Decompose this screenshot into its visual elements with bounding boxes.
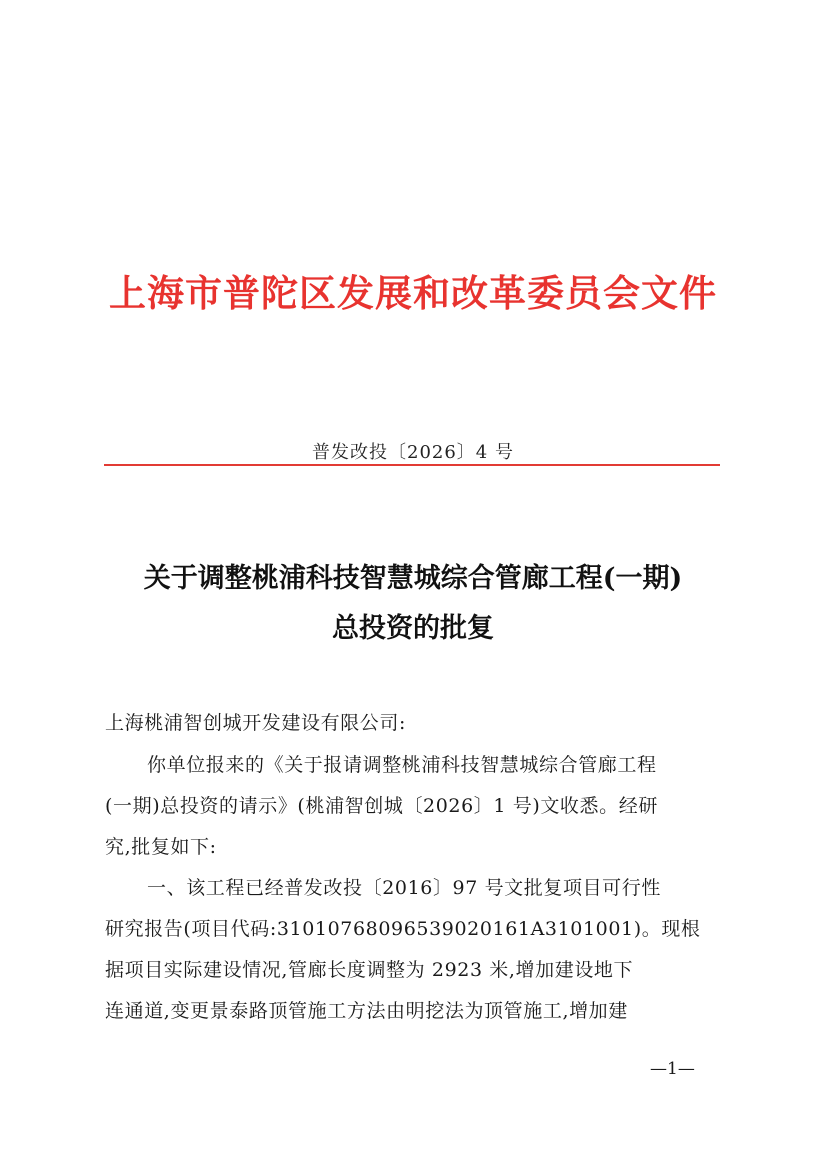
document-title-line-1: 关于调整桃浦科技智慧城综合管廊工程(一期): [143, 563, 683, 594]
document-title-line-2: 总投资的批复: [332, 613, 494, 644]
addressee: 上海桃浦智创城开发建设有限公司:: [105, 712, 407, 734]
document-number: 普发改投〔2026〕4 号: [312, 442, 514, 463]
page-number: —1—: [650, 1059, 695, 1079]
body-text-line: 究,批复如下:: [105, 836, 217, 858]
body-text-line: 研究报告(项目代码:31010768096539020161A3101001)。现根: [105, 918, 701, 940]
body-text-line: 连通道,变更景泰路顶管施工方法由明挖法为顶管施工,增加建: [105, 1000, 628, 1022]
body-text-line: 据项目实际建设情况,管廊长度调整为 2923 米,增加建设地下: [105, 959, 634, 981]
body-text-line: 你单位报来的《关于报请调整桃浦科技智慧城综合管廊工程: [147, 754, 657, 776]
red-divider-line: [104, 464, 720, 466]
body-text-line: (一期)总投资的请示》(桃浦智创城〔2026〕1 号)文收悉。经研: [105, 795, 658, 817]
issuer-masthead: 上海市普陀区发展和改革委员会文件: [109, 271, 717, 315]
body-text-line: 一、该工程已经普发改投〔2016〕97 号文批复项目可行性: [147, 877, 661, 899]
